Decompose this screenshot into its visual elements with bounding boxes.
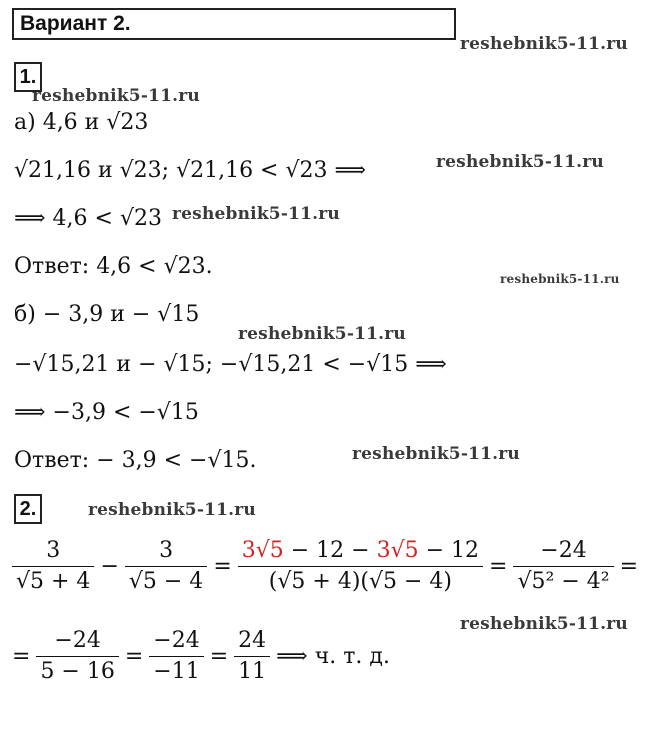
equals-sign: = [12,644,31,669]
watermark: reshebnik5-11.ru [500,272,620,286]
equals-sign: = [213,554,232,579]
fraction [238,536,483,597]
task-2-expression-line-2 [12,626,396,687]
fraction-numerator: 3 [12,536,94,567]
watermark: reshebnik5-11.ru [460,34,628,54]
variant-title: Вариант 2. [12,8,456,40]
conclusion: ⟹ ч. т. д. [276,644,390,669]
fraction-numerator: 3 [125,536,207,567]
fraction-denominator: √5² − 4² [517,569,610,594]
equals-sign: = [619,554,638,579]
watermark: reshebnik5-11.ru [436,152,604,172]
task-1b-line-2: ⟹ −3,9 < −√15 [14,400,199,425]
fraction-denominator: (√5 + 4)(√5 − 4) [268,569,452,594]
fraction-denominator: −11 [153,659,200,684]
fraction-denominator: √5 + 4 [16,569,91,594]
fraction-numerator: −24 [513,536,613,567]
watermark: reshebnik5-11.ru [32,86,200,106]
fraction [12,536,94,597]
watermark: reshebnik5-11.ru [352,444,520,464]
equals-sign: = [124,644,144,669]
equals-sign: = [209,644,229,669]
fraction-numerator [238,536,483,567]
task-1-number: 1. [14,62,42,92]
equals-sign: = [489,554,508,579]
fraction [513,536,613,597]
task-1a-line-2: ⟹ 4,6 < √23 [14,206,162,231]
numerator-part: − 12 − [283,538,377,563]
fraction [149,626,203,687]
task-1a-line-1: √21,16 и √23; √21,16 < √23 ⟹ [14,158,367,183]
fraction [125,536,207,597]
task-1b-statement: б) − 3,9 и − √15 [14,302,200,327]
watermark: reshebnik5-11.ru [172,204,340,224]
minus-sign: − [100,554,119,579]
task-1a-statement: а) 4,6 и √23 [14,110,149,135]
task-1a-answer: Ответ: 4,6 < √23. [14,254,213,279]
task-2-number: 2. [14,494,42,524]
fraction-denominator: √5 − 4 [128,569,204,594]
fraction-numerator: 24 [234,626,270,657]
task-1b-answer: Ответ: − 3,9 < −√15. [14,448,257,473]
watermark: reshebnik5-11.ru [88,500,256,520]
highlighted-term: 3√5 [376,538,419,563]
fraction-denominator: 11 [238,659,267,684]
highlighted-term: 3√5 [241,538,284,563]
watermark: reshebnik5-11.ru [238,324,406,344]
numerator-part: − 12 [418,538,480,563]
watermark: reshebnik5-11.ru [460,614,628,634]
task-2-expression-line-1 [12,536,644,597]
fraction-denominator: 5 − 16 [40,659,115,684]
fraction [234,626,270,687]
fraction-numerator: −24 [149,626,203,657]
task-1b-line-1: −√15,21 и − √15; −√15,21 < −√15 ⟹ [14,352,447,377]
fraction [36,626,118,687]
fraction-numerator: −24 [36,626,118,657]
